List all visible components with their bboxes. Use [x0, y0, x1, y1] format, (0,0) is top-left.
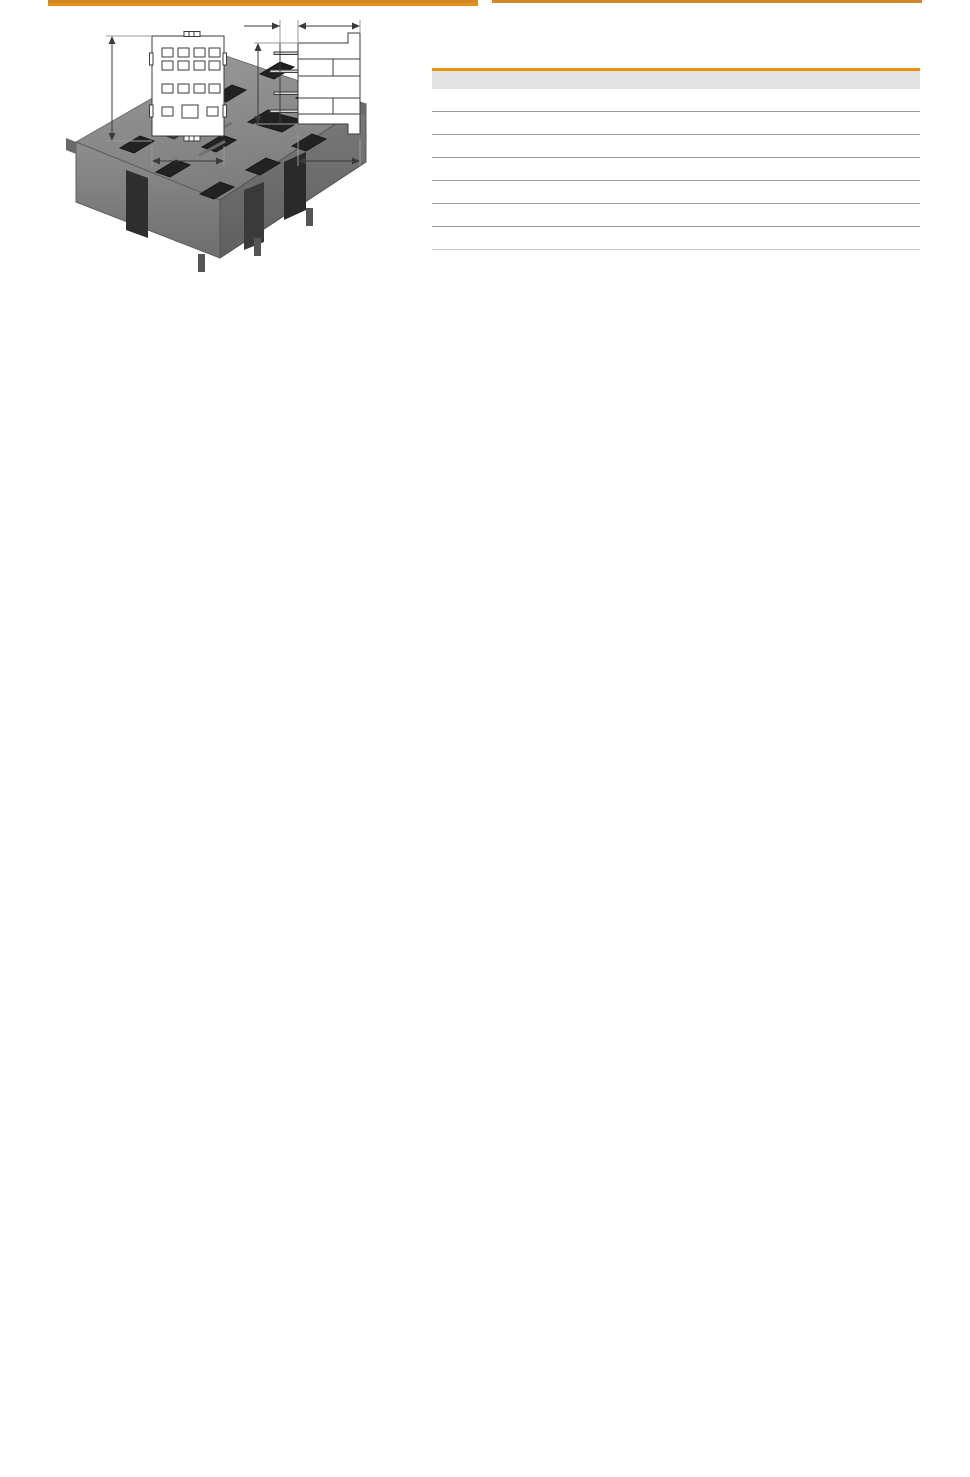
footer-rule-left — [48, 0, 478, 3]
footer-rule-gap — [478, 0, 492, 3]
footer-rules — [48, 0, 922, 3]
footer-rule-right — [492, 0, 922, 3]
dimensional-drawing-block — [48, 0, 922, 236]
dimensional-drawing-figure — [48, 6, 922, 236]
